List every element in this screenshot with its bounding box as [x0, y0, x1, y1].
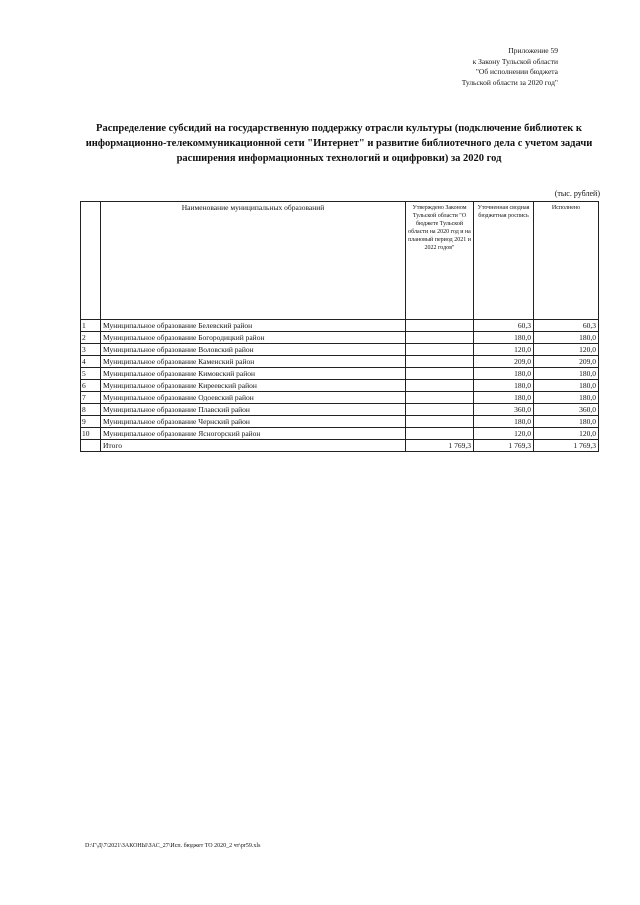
total-refined: 1 769,3	[474, 440, 534, 452]
total-row	[81, 440, 599, 452]
row-name: Муниципальное образование Плавский район	[101, 404, 406, 416]
table-row	[81, 320, 599, 332]
row-approved	[406, 392, 474, 404]
row-name: Муниципальное образование Одоевский район	[101, 392, 406, 404]
appendix-line: к Закону Тульской области	[472, 56, 558, 66]
row-index: 7	[81, 392, 101, 404]
row-refined: 360,0	[474, 404, 534, 416]
row-index: 2	[81, 332, 101, 344]
table-row	[81, 404, 599, 416]
row-index: 4	[81, 356, 101, 368]
header-refined: Уточненная сводная бюджетная роспись	[474, 202, 534, 320]
row-executed: 60,3	[534, 320, 599, 332]
row-approved	[406, 332, 474, 344]
total-executed: 1 769,3	[534, 440, 599, 452]
row-approved	[406, 356, 474, 368]
row-approved	[406, 416, 474, 428]
row-approved	[406, 404, 474, 416]
file-path: D:\Г\Д\7\2021\ЗАКОНЫ\ЗАС_27\Исп. бюджет ТО 2020_2 чт\pr59.xls	[85, 843, 261, 849]
row-refined: 60,3	[474, 320, 534, 332]
row-index: 6	[81, 380, 101, 392]
row-index: 9	[81, 416, 101, 428]
appendix-line: Тульской области за 2020 год"	[461, 77, 558, 87]
row-name: Муниципальное образование Кимовский район	[101, 368, 406, 380]
row-name: Муниципальное образование Каменский район	[101, 356, 406, 368]
row-executed: 180,0	[534, 332, 599, 344]
row-name: Муниципальное образование Белевский район	[101, 320, 406, 332]
row-index: 1	[81, 320, 101, 332]
row-refined: 120,0	[474, 344, 534, 356]
table-row	[81, 332, 599, 344]
row-executed: 120,0	[534, 428, 599, 440]
units-label: (тыс. рублей)	[554, 189, 600, 198]
row-name: Муниципальное образование Богородицкий район	[101, 332, 406, 344]
table-header-row	[81, 202, 599, 320]
table-row	[81, 380, 599, 392]
row-executed: 180,0	[534, 380, 599, 392]
header-name: Наименование муниципальных образований	[101, 202, 406, 320]
row-index: 3	[81, 344, 101, 356]
row-executed: 360,0	[534, 404, 599, 416]
header-executed: Исполнено	[534, 202, 599, 320]
row-index: 5	[81, 368, 101, 380]
appendix-line: "Об исполнении бюджета	[475, 67, 558, 76]
row-approved	[406, 428, 474, 440]
header-index	[81, 202, 101, 320]
document-title: Распределение субсидий на государственную поддержку отрасли культуры (подключение библиотек к информационно-телекоммуникационной сети "Интернет" и развитие библиотечного дела с учетом задачи расширения информационных технологий и оцифровки) за 2020 год	[85, 123, 593, 164]
table-row	[81, 368, 599, 380]
row-name: Муниципальное образование Киреевский район	[101, 380, 406, 392]
appendix-line: Приложение 59	[508, 46, 558, 55]
row-approved	[406, 380, 474, 392]
total-index	[81, 440, 101, 452]
row-refined: 180,0	[474, 392, 534, 404]
appendix-header	[338, 46, 558, 88]
row-refined: 180,0	[474, 380, 534, 392]
table-row	[81, 392, 599, 404]
row-name: Муниципальное образование Ясногорский район	[101, 428, 406, 440]
row-approved	[406, 320, 474, 332]
row-approved	[406, 344, 474, 356]
row-name: Муниципальное образование Воловский район	[101, 344, 406, 356]
row-executed: 180,0	[534, 392, 599, 404]
row-index: 10	[81, 428, 101, 440]
subsidy-table	[80, 201, 599, 452]
row-refined: 180,0	[474, 416, 534, 428]
row-name: Муниципальное образование Чернский район	[101, 416, 406, 428]
table-row	[81, 344, 599, 356]
total-approved: 1 769,3	[406, 440, 474, 452]
table-row	[81, 428, 599, 440]
table-row	[81, 356, 599, 368]
header-approved: Утверждено Законом Тульской области "О бюджете Тульской области на 2020 год и на плановый период 2021 и 2022 годов"	[406, 202, 474, 320]
row-refined: 209,0	[474, 356, 534, 368]
row-executed: 120,0	[534, 344, 599, 356]
table-row	[81, 416, 599, 428]
total-label: Итого	[101, 440, 406, 452]
row-refined: 180,0	[474, 368, 534, 380]
row-approved	[406, 368, 474, 380]
row-executed: 180,0	[534, 368, 599, 380]
row-refined: 180,0	[474, 332, 534, 344]
row-index: 8	[81, 404, 101, 416]
row-executed: 180,0	[534, 416, 599, 428]
row-executed: 209,0	[534, 356, 599, 368]
row-refined: 120,0	[474, 428, 534, 440]
